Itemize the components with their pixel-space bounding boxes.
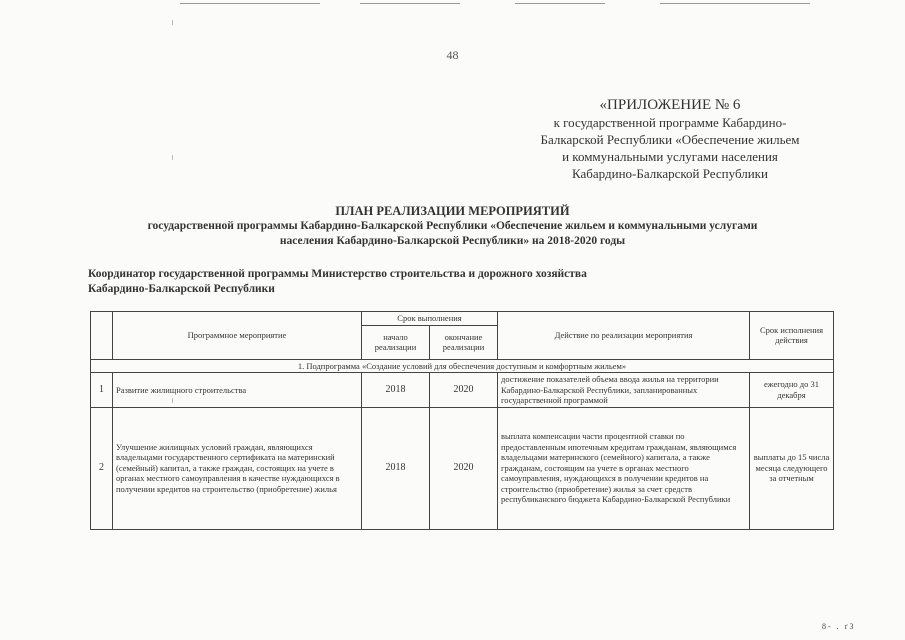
scan-line — [360, 3, 460, 4]
header-action: Действие по реализации мероприятия — [498, 312, 750, 360]
row-action: выплата компенсации части процентной ставки по предоставленным ипотечным кредитам гражданам, являющимся владельцами материнского (семейного) капитала, а также гражданам, состоящим на учете в органах местного самоуправления, нуждающихся в получении кредитов на строительство (приобретение) жилья за счет средств республиканского бюджета Кабардино-Балкарской Республики — [498, 407, 750, 529]
plan-table — [90, 311, 834, 530]
appendix-line: Балкарской Республики «Обеспечение жильем — [540, 132, 800, 147]
appendix-line: к государственной программе Кабардино- — [553, 115, 787, 130]
plan-subtitle-line: государственной программы Кабардино-Балкарской Республики «Обеспечение жильем и коммунальными услугами — [147, 220, 758, 232]
section-row — [91, 359, 834, 373]
row-deadline: ежегодно до 31 декабря — [750, 373, 834, 408]
header-event: Программное мероприятие — [113, 312, 362, 360]
header-start: начало реализации — [362, 325, 430, 359]
appendix-header — [500, 97, 840, 182]
header-deadline: Срок исполнения действия — [750, 312, 834, 360]
coordinator-line: Кабардино-Балкарской Республики — [88, 283, 275, 295]
margin-mark — [172, 20, 173, 25]
row-end: 2020 — [430, 407, 498, 529]
row-end: 2020 — [430, 373, 498, 408]
header-num — [91, 312, 113, 360]
page-number: 48 — [446, 48, 459, 62]
row-number: 1 — [91, 373, 113, 408]
corner-mark: 8- . ґ3 — [822, 622, 856, 631]
plan-subtitle — [60, 219, 845, 249]
row-deadline: выплаты до 15 числа месяца следующего за отчетным — [750, 407, 834, 529]
appendix-line: и коммунальными услугами населения — [562, 149, 778, 164]
row-start: 2018 — [362, 407, 430, 529]
appendix-line: Кабардино-Балкарской Республики — [572, 166, 768, 181]
plan-subtitle-line: населения Кабардино-Балкарской Республики» на 2018-2020 годы — [279, 235, 626, 247]
table-header-row — [91, 312, 834, 326]
row-event: Развитие жилищного строительства — [113, 373, 362, 408]
row-start: 2018 — [362, 373, 430, 408]
coordinator-line: Координатор государственной программы Министерство строительства и дорожного хозяйства — [88, 268, 587, 280]
table-row — [91, 407, 834, 529]
scan-line — [180, 3, 320, 4]
row-number: 2 — [91, 407, 113, 529]
row-event: Улучшение жилищных условий граждан, являющихся владельцами государственного сертификата на материнский (семейный) капитал, а также граждан, состоящих на учете в органах местного самоуправления в качестве нуждающихся в получении кредитов на строительство (приобретение) жилья — [113, 407, 362, 529]
header-period: Срок выполнения — [362, 312, 498, 326]
header-end: окончание реализации — [430, 325, 498, 359]
section-title: 1. Подпрограмма «Создание условий для обеспечения доступным и комфортным жильем» — [91, 359, 834, 373]
scan-line — [660, 3, 810, 4]
row-action: достижение показателей объема ввода жилья на территории Кабардино-Балкарской Республики, запланированных государственной программой — [498, 373, 750, 408]
coordinator — [88, 267, 828, 297]
plan-title: ПЛАН РЕАЛИЗАЦИИ МЕРОПРИЯТИЙ — [335, 204, 570, 218]
table-row — [91, 373, 834, 408]
margin-mark — [172, 155, 173, 160]
appendix-title: «ПРИЛОЖЕНИЕ № 6 — [599, 97, 741, 113]
scan-line — [515, 3, 605, 4]
